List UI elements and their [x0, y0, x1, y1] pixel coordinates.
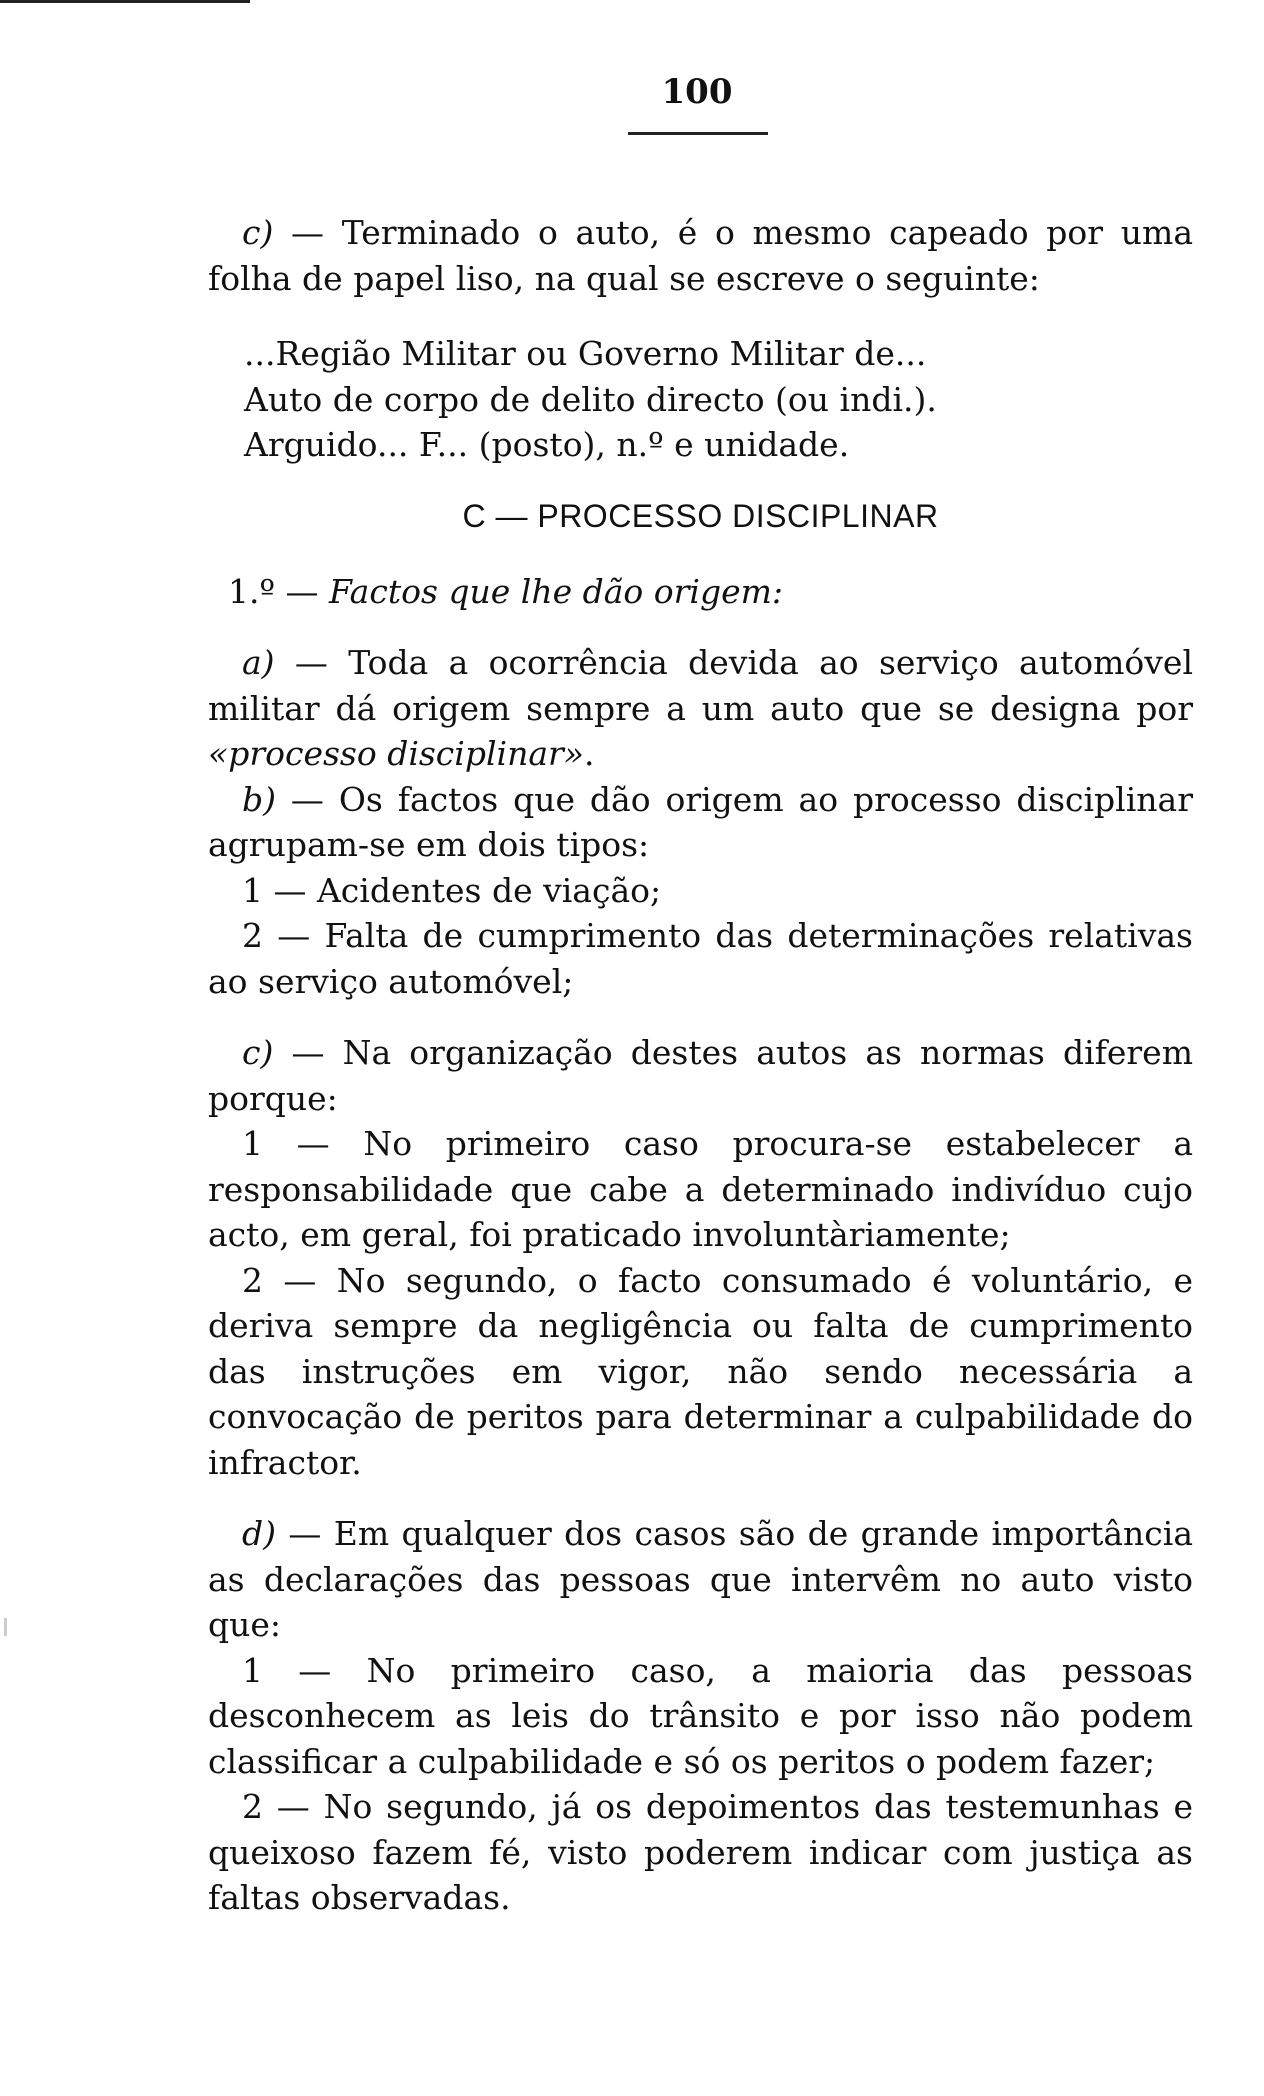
page-number-rule — [628, 132, 768, 135]
paragraph-text: Toda a ocorrência devida ao serviço automóvel militar dá origem sempre a um auto que se designa por — [208, 643, 1193, 728]
em-dash: — — [273, 1033, 343, 1072]
paragraph-text: Terminado o auto, é o mesmo capeado por uma folha de papel liso, na qual se escreve o seguinte: — [208, 213, 1193, 298]
em-dash: — — [273, 213, 342, 252]
list-item: 1 — Acidentes de viação; — [242, 870, 662, 910]
quote-line: Auto de corpo de delito directo (ou indi.). — [244, 379, 937, 419]
paragraph-label: d) — [242, 1514, 276, 1553]
paragraph-text: Em qualquer dos casos são de grande importância as declarações das pessoas que intervêm no auto visto que: — [208, 1514, 1194, 1644]
list-item: 1 — No primeiro caso, a maioria das pessoas desconhecem as leis do trânsito e por isso não podem classificar a culpabilidade e só os peritos o podem fazer; — [208, 1650, 1193, 1781]
paragraph-label: c) — [242, 213, 274, 252]
subheading-number: 1.º — [228, 571, 276, 611]
subheading-title: Factos que lhe dão origem: — [329, 571, 784, 611]
page-number: 100 — [661, 72, 733, 112]
paragraph-c-terminado — [208, 210, 1193, 301]
section-heading: C — PROCESSO DISCIPLINAR — [462, 497, 939, 534]
quote-line: Arguido... F... (posto), n.º e unidade. — [244, 425, 850, 464]
scan-speck — [4, 1618, 7, 1636]
list-item: 2 — No segundo, o facto consumado é voluntário, e deriva sempre da negligência ou falta de cumprimento das instruções em vigor, não sendo necessária a convocação de peritos para determinar a culpabilidade do infractor. — [208, 1260, 1193, 1482]
em-dash: — — [274, 643, 349, 682]
cover-sheet-text — [244, 331, 1193, 468]
paragraph-label: c) — [242, 1033, 274, 1072]
list-item: 1 — No primeiro caso procura-se estabelecer a responsabilidade que cabe a determinado indivíduo cujo acto, em geral, foi praticado involuntàriamente; — [208, 1124, 1193, 1254]
quote-line: ...Região Militar ou Governo Militar de... — [244, 334, 927, 373]
paragraph-c — [208, 1030, 1193, 1121]
paragraph-d — [208, 1511, 1193, 1648]
list-item: 2 — No segundo, já os depoimentos das testemunhas e queixoso fazem fé, visto poderem indicar com justiça as faltas observadas. — [208, 1787, 1193, 1917]
paragraph-b — [208, 777, 1193, 868]
list-item: 2 — Falta de cumprimento das determinações relativas ao serviço automóvel; — [208, 916, 1193, 1001]
paragraph-label: b) — [242, 779, 276, 819]
paragraph-label: a) — [242, 643, 275, 682]
paragraph-text: Os factos que dão origem ao processo disciplinar agrupam-se em dois tipos: — [208, 779, 1193, 864]
paragraph-text: Na organização destes autos as normas diferem porque: — [208, 1033, 1193, 1118]
paragraph-text-end: . — [583, 734, 595, 773]
paragraph-a — [208, 640, 1193, 777]
em-dash: — — [276, 779, 339, 819]
em-dash: — — [276, 1514, 334, 1553]
em-dash: — — [275, 571, 329, 611]
subheading — [208, 569, 1193, 615]
top-rule — [0, 0, 250, 3]
italic-term: «processo disciplinar» — [208, 734, 584, 773]
page-content — [208, 210, 1193, 1921]
